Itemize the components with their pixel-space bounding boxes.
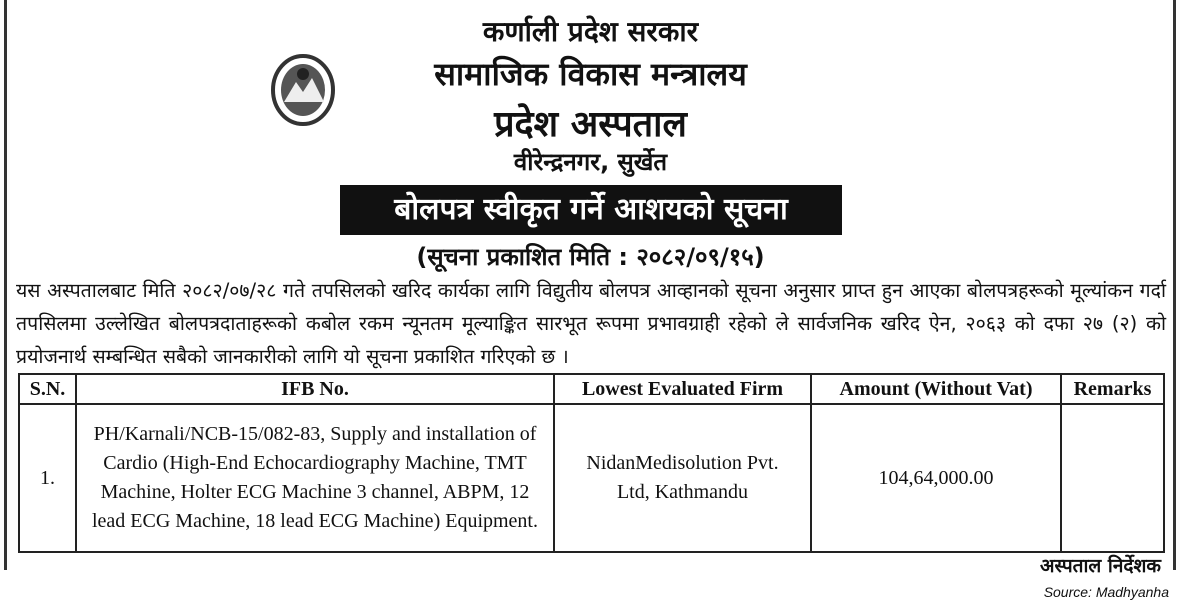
cell-remarks (1061, 404, 1164, 552)
award-table (18, 373, 1165, 553)
office-location: वीरेन्द्रनगर, सुर्खेत (513, 148, 668, 176)
col-remarks: Remarks (1061, 374, 1164, 404)
table-row (19, 404, 1164, 552)
publish-date: (सूचना प्रकाशित मिति : २०८२/०९/१५) (416, 243, 765, 271)
source-credit: Source: Madhyanha (1043, 584, 1169, 600)
office-name: प्रदेश अस्पताल (494, 104, 687, 145)
signatory: अस्पताल निर्देशक (1039, 555, 1161, 577)
notice-body: यस अस्पतालबाट मिति २०८२/०७/२८ गते तपसिलको खरिद कार्यका लागि विद्युतीय बोलपत्र आव्हानको सूचना अनुसार प्राप्त हुन आएका बोलपत्रहरूको मूल्यांकन गर्दा तपसिलमा उल्लेखित बोलपत्रदाताहरूको कबोल रकम न्यूनतम मूल्याङ्कित सारभूत रूपमा प्रभावग्राही रहेको ले सार्वजनिक खरिद ऐन, २०६३ को दफा २७ (२) को प्रयोजनार्थ सम्बन्धित सबैको जानकारीको लागि यो सूचना प्रकाशित गरिएको छ । (16, 279, 1166, 368)
government-name: कर्णाली प्रदेश सरकार (482, 15, 699, 48)
col-amount: Amount (Without Vat) (811, 374, 1061, 404)
col-ifb: IFB No. (76, 374, 554, 404)
ministry-name: सामाजिक विकास मन्त्रालय (434, 55, 747, 93)
cell-sn: 1. (19, 404, 76, 552)
cell-ifb: PH/Karnali/NCB-15/082-83, Supply and installation of Cardio (High-End Echocardiography Machine, TMT Machine, Holter ECG Machine 3 channel, ABPM, 12 lead ECG Machine, 18 lead ECG Machine) Equipment. (76, 404, 554, 552)
cell-firm: NidanMedisolution Pvt. Ltd, Kathmandu (554, 404, 811, 552)
table-header-row (19, 374, 1164, 404)
notice-title: बोलपत्र स्वीकृत गर्ने आशयको सूचना (340, 185, 842, 235)
cell-amount: 104,64,000.00 (811, 404, 1061, 552)
col-firm: Lowest Evaluated Firm (554, 374, 811, 404)
col-sn: S.N. (19, 374, 76, 404)
